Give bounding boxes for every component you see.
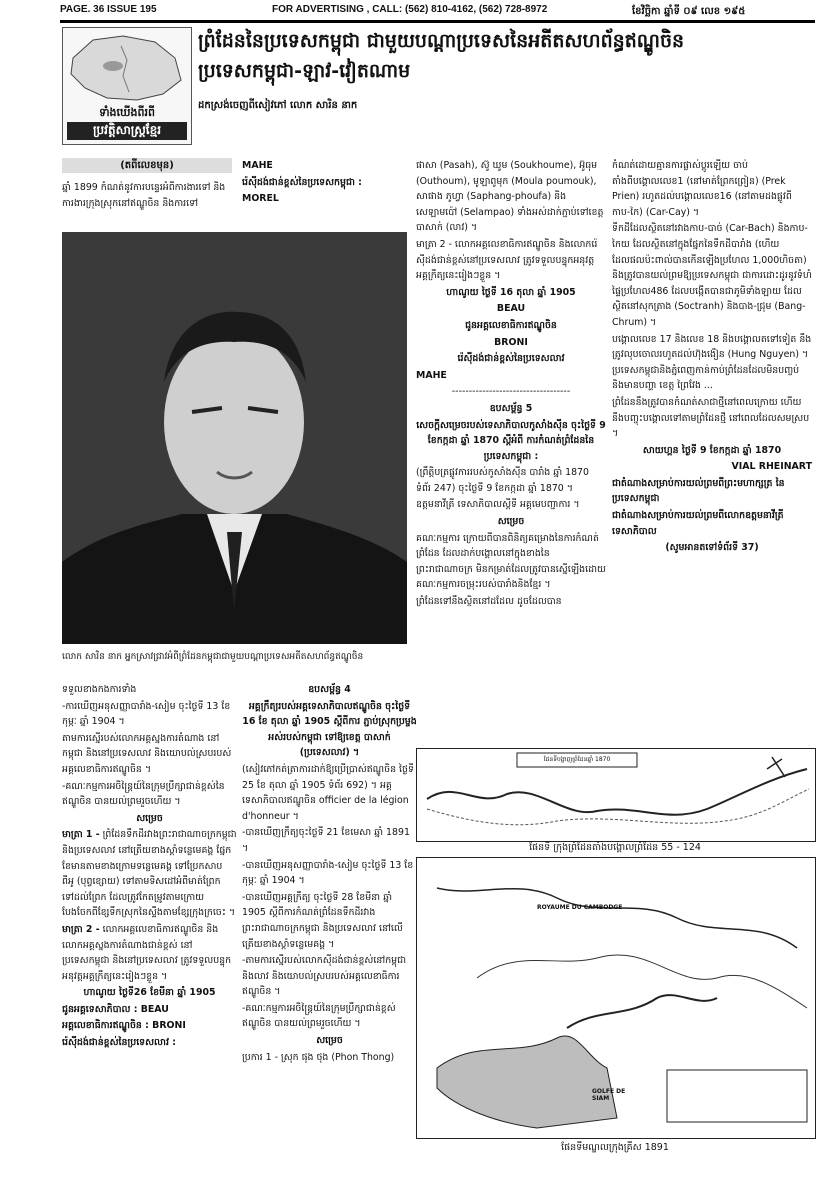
border-map-1891: [416, 857, 816, 1139]
col2-decide: សម្រេច: [316, 1035, 343, 1047]
col3-para: មាត្រា 2 - លោកអគ្គលេខាធិការឥណ្ឌូចិន និងលោករ៉េស៊ីដង់ជាន់ខ្ពស់នៅប្រទេសលាវ ត្រូវទទួលបន្ទុកអនុវត្តអគ្គក្រឹត្យនេះរៀងៗខ្លួន ។: [416, 238, 598, 282]
portrait-image: [62, 232, 407, 644]
col1-sig1: [62, 1002, 237, 1018]
col3-decide: សម្រេច: [497, 516, 525, 528]
col1-para: ទទួលខាងកងការទាំង: [62, 684, 137, 695]
map2-label-golfe: GOLFE DE SIAM: [592, 1088, 626, 1102]
header-date: ខែវិច្ឆិកា ឆ្នាំទី ០៩ លេខ ១៩៥: [632, 6, 746, 17]
cambodia-map-icon: [63, 28, 191, 108]
col3-annex-title: ឧបសម្ព័ន្ធ 5: [489, 402, 533, 414]
sig3-label: រ៉េស៊ីដង់ជាន់ខ្ពស់នៃប្រទេសលាវ: [62, 1037, 169, 1049]
col3-para3: ព្រំដែនទៅនឹងស្ថិតនៅដដែល ដូចដែលបាន: [416, 596, 562, 608]
map1-caption: ផែនទី ក្រុងព្រំដែនតាំងបង្គោលព្រំដែន 55 - 124: [529, 842, 701, 853]
header-rule: [60, 20, 815, 23]
col2-top2: [242, 175, 412, 191]
col4-body: [612, 158, 812, 557]
col4-para: ព្រំដែននឹងត្រូវបានកំណត់សាជាថ្មីនៅពេលក្រោយ ហើយនឹងបញ្ចុះបង្គោលទៅតាមព្រំដែនថ្មី នៅពេលដែលសមស្រប ។: [612, 396, 810, 440]
col3-s3: BRONI: [494, 336, 528, 348]
col3-para2: (ព្រឹត្តិបត្រផ្លូវការរបស់កូសាំងស៊ីន បារាំង ឆ្នាំ 1870 ទំព័រ 247) ចុះថ្ងៃទី 9 ខែកក្កដា ឆ្នាំ 1870 ។: [416, 467, 589, 494]
col2-annex-sub: អគ្គក្រឹត្យរបស់អគ្គទេសាភិបាលឥណ្ឌូចិន ចុះថ្ងៃទី 16 ខែ តុលា ឆ្នាំ 1905 ស្តីពីការ ភ្ជាប់ស្រុកប្រម្ចងអស់របស់កម្ពុជា ទៅឱ្យខេត្ត បាសាក់ (ប្រទេសលាវ) ។: [242, 700, 417, 759]
col3-body: [416, 158, 606, 611]
col1-article1: [62, 827, 237, 921]
col4-para: ទឹកដីដែលស្ថិតនៅរវាងកាប-បាច់ (Car-Bach) និងកាប-កៃយ ដែលស្ថិតនៅក្នុងផ្នែកនៃទឹកដីបារាំង (ហើយដែលផលប៉ះពាល់បានកើនឡើងប្រហែល 1,000ហិចតា) និងត្រូវបានយល់ព្រមឱ្យប្រទេសកម្ពុជា ជាការដោះដូរនូវទំហំផ្ទៃប្រហែល486 ដែលបង្កើតបានជាភូមិទាំងឡាយ ដែលស្ថិតនៅសុកត្រាង (Soctranh) និងបាង-ជ្រុម (Bang-Chrum) ។: [612, 223, 812, 328]
col2-top2-label: រ៉េស៊ីដង់ជាន់ខ្ពស់នៃប្រទេសកម្ពុជា: [242, 176, 355, 188]
col1-sig3: [62, 1035, 237, 1051]
col4-signed: សាយហ្គន ថ្ងៃទី 9 ខែកក្កដា ឆ្នាំ 1870: [642, 444, 782, 456]
col4-name: VIAL RHEINART: [731, 461, 812, 473]
col1-signed: ហាណូយ ថ្ងៃទី26 ខែមីនា ឆ្នាំ 1905: [83, 987, 216, 999]
article-title-line1: ព្រំដែននៃប្រទេសកម្ពុជា ជាមួយបណ្តាប្រទេសនៃអតីតសហព័ន្ធឥណ្ឌូចិន: [198, 30, 685, 52]
col1-body: [62, 682, 237, 1052]
col3-annex-sub: សេចក្តីសម្រេចរបស់ទេសាភិបាលកូសាំងស៊ីន ចុះថ្ងៃទី 9 ខែកក្កដា ឆ្នាំ 1870 ស្តីអំពី ការកំណត់ព្រំដែននៃប្រទេសកម្ពុជា :: [416, 419, 606, 462]
col2-para: (សៀវភៅកត់ត្រាការដាក់ឱ្យប្រើប្រាស់ឥណ្ឌូចិន ថ្ងៃទី 25 ខែ តុលា ឆ្នាំ 1905 ទំព័រ 692) ។ អគ្គទេសាភិបាលឥណ្ឌូចិន officier de la légion d'honneur ។: [242, 763, 414, 822]
col3-divider: -----------------------------------: [451, 386, 571, 398]
col4-para: កំណត់ដោយគ្មានការផ្លាស់ប្តូរឡើយ ចាប់តាំងពីបង្គោលលេខ1 (នៅមាត់ព្រែកព្រៀន) (Prek Prien) រហូតដល់បង្គោលលេខ16 (នៅតាមដងផ្លូវពី កាប-កៃ) (Car-Cay) ។: [612, 160, 792, 218]
col2-top2-name: :: [358, 176, 362, 188]
portrait-photo: [62, 232, 407, 644]
col2-para: -បានឃើញអនុសញ្ញាបារាំង-សៀម ចុះថ្ងៃទី 13 ខែកុម្ភៈ ឆ្នាំ 1904 ។: [242, 859, 414, 887]
sig1-label: ជូនអគ្គទេសាភិបាល: [62, 1003, 131, 1015]
sig2-label: អគ្គលេខាធិការឥណ្ឌូចិន: [62, 1020, 142, 1032]
col1-para: តាមការស្នើរបស់លោកអគ្គស្នងការតំណាង នៅកម្ពុជា និងនៅប្រទេសលាវ និងយោបល់ស្របរបស់អគ្គលេខាធិការឥណ្ឌូចិន ។: [62, 732, 232, 775]
col3-signed: ហាណូយ ថ្ងៃទី 16 តុលា ឆ្នាំ 1905: [446, 286, 576, 298]
photo-caption: លោក សារិន នាក អ្នកស្រាវជ្រាវអំពីព្រំដែនកម្ពុជាជាមួយបណ្តាប្រទេសអតីតសហព័ន្ធឥណ្ឌូចិន: [62, 652, 364, 662]
col1-para: -ការឃើញអនុសញ្ញាបារាំង-សៀម ចុះថ្ងៃទី 13 ខែកុម្ភៈ ឆ្នាំ 1904 ។: [62, 700, 231, 728]
col1-decide: សម្រេច: [136, 812, 163, 824]
sig1-name: : BEAU: [133, 1003, 169, 1015]
col2-para: -បានឃើញអគ្គក្រឹត្យ ចុះថ្ងៃទី 28 ខែមីនា ឆ្នាំ 1905 ស្តីពីការកំណត់ព្រំដែនទឹកដីរវាងព្រះរាជាណាចក្រកម្ពុជា និងប្រទេសលាវ នៅលើត្រើយខាងស្តាំទន្លេមេគង្គ ។: [242, 891, 403, 950]
col1-article2: [62, 922, 237, 984]
col2-top3: MOREL: [242, 193, 279, 205]
col4-continued: (សូមអានតទៅទំព័រទី 37): [665, 542, 759, 554]
col2-body: [242, 682, 417, 1066]
col3-s5: MAHE: [416, 369, 447, 381]
col1-intro: ឆ្នាំ 1899 កំណត់នូវការបន្ទេរអំពីការងារទៅ និងការងារក្រុងស្រុកនៅឥណ្ឌូចិន និងការទៅ: [62, 182, 226, 209]
map2-label-cambodge: ROYAUME DU CAMBODGE: [537, 904, 623, 911]
map2-caption: ផែនទីមណ្ឌលក្រុងគ្រីស 1891: [561, 1142, 669, 1153]
border-map-1870: [416, 748, 816, 842]
article-byline: ដកស្រង់ចេញពីសៀវភៅ លោក សារិន នាក: [198, 100, 358, 111]
col1-art1-text: ព្រំដែនទឹកដីរវាងព្រះរាជាណាចក្រកម្ពុជា និងប្រទេសលាវ នៅត្រើយខាងស្តាំទន្លេមេគង្គ ផ្នែកខែមានតាមខាងក្រោមទន្លេមេគង្គ ទៅប្រែកសាប ពីអូ (បុព្វខ្សោយ) ទៅតាមទិសដៅអំពីមាត់ព្រែកទៅដល់ព្រែក ដែលត្រូវកែតម្រូវតាមក្រោយ បែងចែកពីខ្សែទឹកស្រុកនៃស្ទឹងតាមខ្សែក្រុងក្រចេះ ។: [62, 829, 237, 919]
col2-para: -គណៈកម្មការអចិន្ត្រៃយ៍នៃក្រុមប្រឹក្សាជាន់ខ្ពស់ឥណ្ឌូចិន បានយល់ព្រមរួចហើយ ។: [242, 1002, 396, 1030]
col2-top1: MAHE: [242, 160, 273, 171]
col1-art2-text: លោកអគ្គលេខាធិការឥណ្ឌូចិន និងលោកអគ្គស្នងការតំណាងជាន់ខ្ពស់ នៅប្រទេសកម្ពុជា និងនៅប្រទេសលាវ ត្រូវទទួលបន្ទុកអនុវត្តអគ្គក្រឹត្យនេះរៀងៗខ្លួន ។: [62, 923, 232, 982]
col3-s1: BEAU: [496, 303, 526, 315]
header-advertising: FOR ADVERTISING , CALL: (562) 810-4162, (562) 728-8972: [272, 4, 548, 15]
col2-art1: ប្រការ 1 - ស្រុក ផុង ថុង (Phon Thong): [242, 1051, 395, 1063]
col4-para: បង្គោលលេខ 17 និងលេខ 18 និងបង្គោលតទៅទៀត នឹងត្រូវលុបចោលរហូតដល់ហ៊ុងង៉ៀន (Hung Nguyen) ។ ប្រទេសកម្ពុជានិងភ្នំពេញកាន់កាប់ព្រំដែនដែលមិនបញ្ចប់ និងមានបញ្ហា ខេត្ត ព្រៃវែង ...: [612, 333, 812, 392]
col2-para: -តាមការស្នើរបស់លោកស៊ីដង់ជាន់ខ្ពស់នៅកម្ពុជា និងលាវ និងយោបល់ស្របរបស់អគ្គលេខាធិការឥណ្ឌូចិន ។: [242, 955, 407, 998]
logo-line1: ទាំងឃើងពីរពី: [99, 106, 155, 119]
col4-role2: ជាតំណាងសម្រាប់ការយល់ព្រមពីលោកឧត្តមនាវីត្រី ទេសាភិបាល: [612, 510, 784, 537]
section-logo: [62, 27, 192, 145]
logo-line2: ប្រវត្តិសាស្ត្រខ្មែរ: [67, 122, 187, 140]
col3-para3: គណៈកម្មការ ក្រោយពីបានពិនិត្យគម្រោងនៃការកំណត់ព្រំដែន ដែលដាក់បង្គោលនៅក្នុងខាងនៃព្រះរាជាណាចក្រ មិនកម្រាត់ដែលត្រូវបានស្នើឡើងដោយគណៈកម្មការចម្រុះរបស់បារាំងនិងខ្មែរ ។: [416, 532, 606, 591]
col1-sig2: [62, 1018, 237, 1034]
sig2-name: : BRONI: [145, 1020, 186, 1032]
col3-s2: ជូនអគ្គលេខាធិការឥណ្ឌូចិន: [465, 319, 557, 331]
continued-label: (តពីលេខមុន): [62, 158, 232, 173]
col3-s4: រ៉េស៊ីដង់ជាន់ខ្ពស់នៃប្រទេសលាវ: [457, 353, 565, 365]
col1-art2-label: មាត្រា 2 -: [62, 923, 100, 935]
sig3-name: :: [172, 1037, 176, 1049]
map1-title: ផែនទីបង្ហាញព្រំដែនឆ្នាំ 1870: [543, 756, 611, 763]
col2-para: -បានឃើញក្រឹត្យចុះថ្ងៃទី 21 ខែមេសា ឆ្នាំ 1891 ។: [242, 827, 410, 854]
col2-annex-title: ឧបសម្ព័ន្ធ 4: [308, 684, 351, 695]
col3-para: ផាសា (Pasah), ស៊ូ ឃូម (Soukhoume), អ៊ូធុម (Outhoum), មូឡាពូមុក (Moula poumouk), សាផាង ភូហ្វា (Saphang-phoufa) និងសេឡាមប៉ៅ (Selampao) ទាំងអស់ដាក់ភ្ជាប់ទៅខេត្តបាសាក់ (លាវ) ។: [416, 160, 604, 234]
col1-para: -គណៈកម្មការអចិន្ត្រៃយ៍នៃក្រុមប្រឹក្សាជាន់ខ្ពស់នៃឥណ្ឌូចិន បានយល់ព្រមរួចហើយ ។: [62, 780, 225, 808]
col1-art1-label: មាត្រា 1 -: [62, 829, 100, 841]
header-page-issue: PAGE. 36 ISSUE 195: [60, 4, 157, 15]
article-title-line2: ប្រទេសកម្ពុជា-ឡាវ-វៀតណាម: [198, 60, 411, 82]
col2-top: [242, 158, 412, 208]
col4-role1: ជាតំណាងសម្រាប់ការយល់ព្រមពីព្រះមហាក្សត្រ នៃប្រទេសកម្ពុជា: [612, 477, 785, 505]
col3-para2: ឧត្តមនាវីត្រី ទេសាភិបាលស្តីទី អគ្គមេបញ្ជាការ ។: [416, 499, 580, 511]
